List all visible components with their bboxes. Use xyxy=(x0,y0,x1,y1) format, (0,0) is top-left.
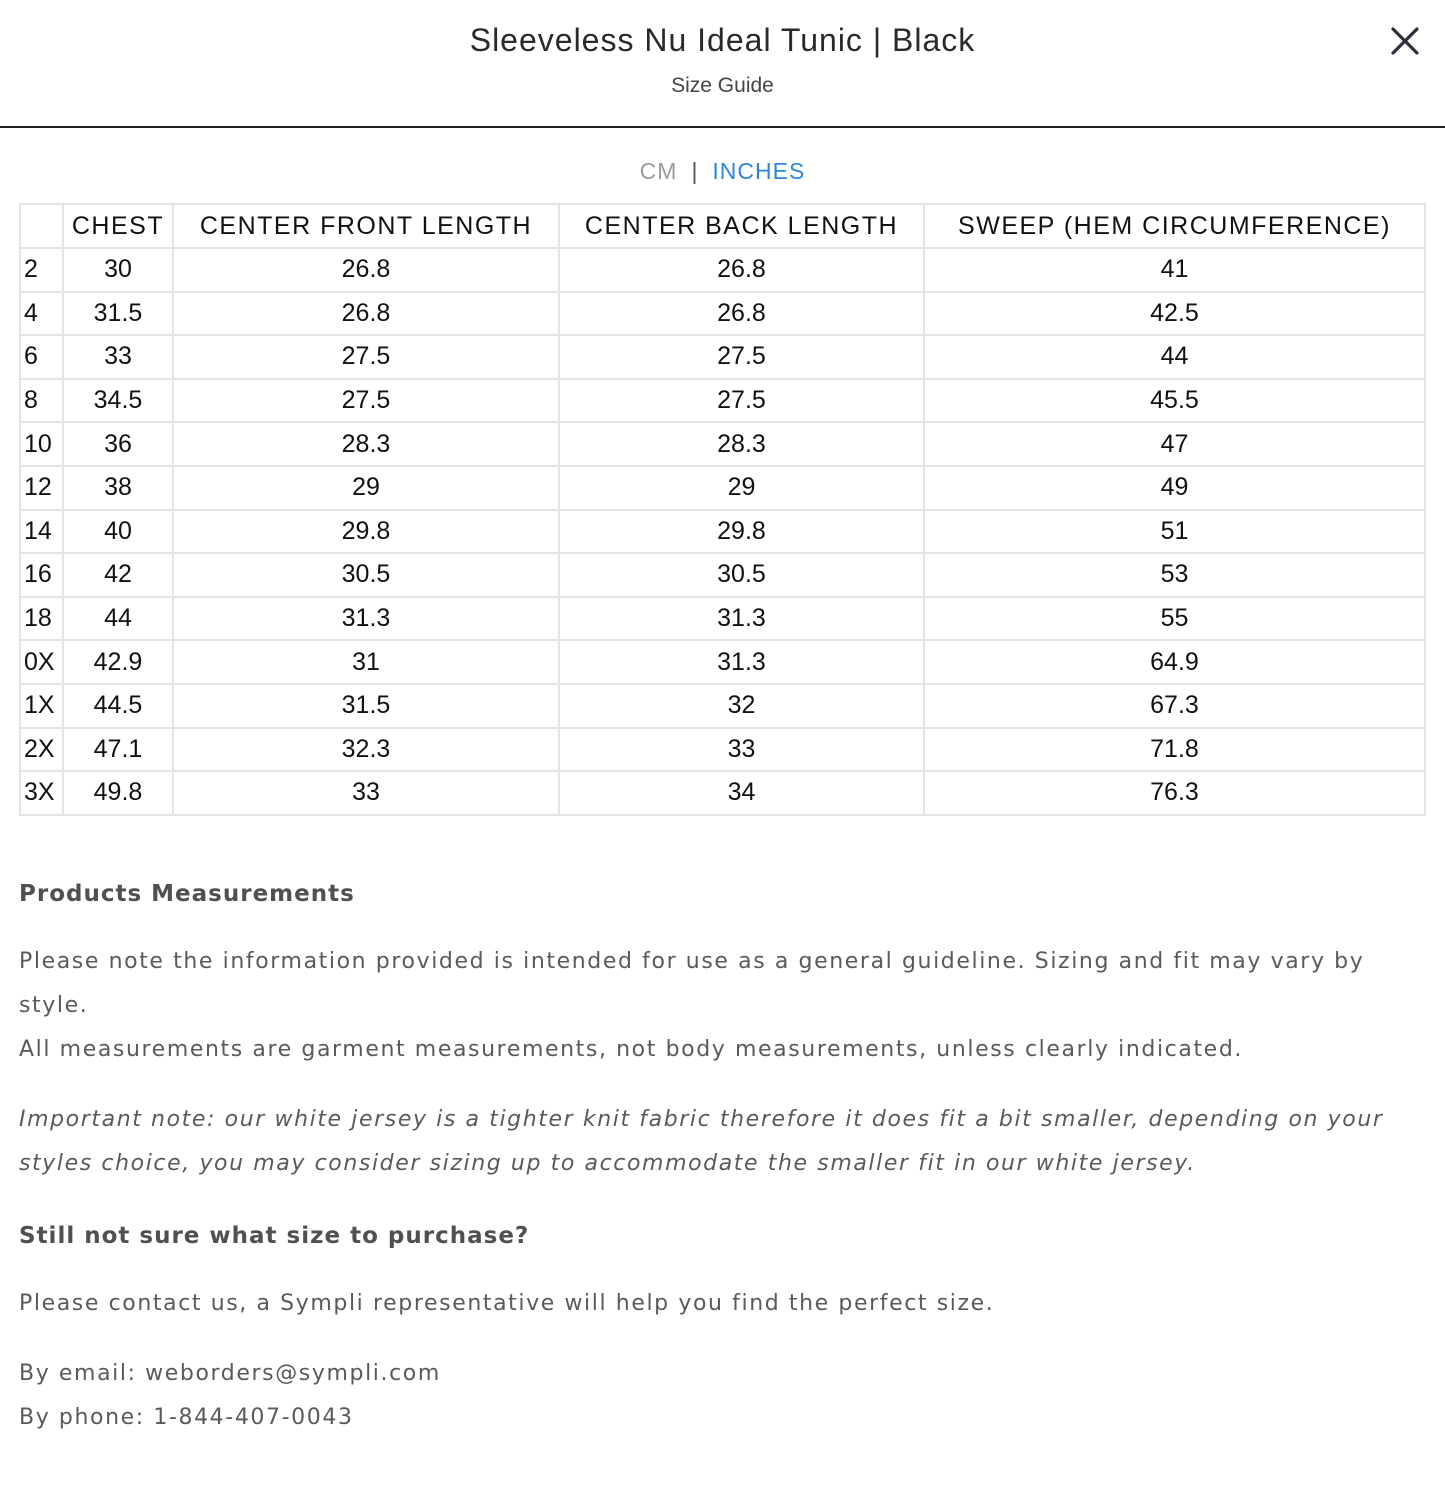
measurement-cell: 26.8 xyxy=(173,248,559,292)
measurement-cell: 42.5 xyxy=(924,292,1425,336)
size-info-section xyxy=(19,870,1419,1440)
size-label-cell: 12 xyxy=(20,466,63,510)
table-row xyxy=(20,466,1425,510)
measurement-cell: 26.8 xyxy=(559,248,924,292)
measurement-cell: 40 xyxy=(63,510,173,554)
measurement-cell: 27.5 xyxy=(173,335,559,379)
measurement-cell: 44 xyxy=(924,335,1425,379)
table-header-row xyxy=(20,204,1425,248)
measurement-cell: 29 xyxy=(559,466,924,510)
size-table xyxy=(19,203,1426,816)
table-row xyxy=(20,510,1425,554)
contact-text: Please contact us, a Sympli representative will help you find the perfect size. xyxy=(19,1291,995,1316)
table-row xyxy=(20,728,1425,772)
guideline-text: Please note the information provided is intended for use as a general guideline. Sizing and fit may vary by style. xyxy=(19,949,1365,1018)
measurement-cell: 26.8 xyxy=(173,292,559,336)
size-label-cell: 4 xyxy=(20,292,63,336)
measurement-cell: 27.5 xyxy=(559,335,924,379)
size-label-cell: 1X xyxy=(20,684,63,728)
size-label-cell: 6 xyxy=(20,335,63,379)
measurements-heading: Products Measurements xyxy=(19,881,355,907)
size-column-header xyxy=(20,204,63,248)
measurement-cell: 76.3 xyxy=(924,771,1425,815)
column-header: CHEST xyxy=(63,204,173,248)
table-row xyxy=(20,379,1425,423)
measurement-cell: 33 xyxy=(559,728,924,772)
measurement-cell: 33 xyxy=(173,771,559,815)
measurement-cell: 42.9 xyxy=(63,640,173,684)
table-row xyxy=(20,684,1425,728)
measurement-cell: 53 xyxy=(924,553,1425,597)
size-label-cell: 8 xyxy=(20,379,63,423)
measurement-cell: 67.3 xyxy=(924,684,1425,728)
measurement-cell: 34.5 xyxy=(63,379,173,423)
table-row xyxy=(20,597,1425,641)
measurement-cell: 45.5 xyxy=(924,379,1425,423)
measurement-cell: 38 xyxy=(63,466,173,510)
measurement-cell: 31.5 xyxy=(63,292,173,336)
measurement-cell: 33 xyxy=(63,335,173,379)
size-label-cell: 2X xyxy=(20,728,63,772)
size-label-cell: 16 xyxy=(20,553,63,597)
measurement-cell: 49 xyxy=(924,466,1425,510)
measurement-cell: 31.3 xyxy=(173,597,559,641)
size-label-cell: 10 xyxy=(20,422,63,466)
measurement-cell: 44 xyxy=(63,597,173,641)
column-header: SWEEP (HEM CIRCUMFERENCE) xyxy=(924,204,1425,248)
measurement-cell: 31.5 xyxy=(173,684,559,728)
measurement-cell: 29.8 xyxy=(559,510,924,554)
table-row xyxy=(20,335,1425,379)
table-row xyxy=(20,422,1425,466)
close-button[interactable] xyxy=(1384,20,1426,62)
measurement-cell: 41 xyxy=(924,248,1425,292)
measurement-cell: 42 xyxy=(63,553,173,597)
size-label-cell: 18 xyxy=(20,597,63,641)
column-header: CENTER BACK LENGTH xyxy=(559,204,924,248)
unit-cm-toggle[interactable]: CM xyxy=(639,158,678,184)
email-line: By email: weborders@sympli.com xyxy=(19,1361,441,1386)
measurement-cell: 34 xyxy=(559,771,924,815)
measurement-cell: 28.3 xyxy=(173,422,559,466)
measurement-cell: 31.3 xyxy=(559,640,924,684)
measurement-cell: 71.8 xyxy=(924,728,1425,772)
important-note: Important note: our white jersey is a tighter knit fabric therefore it does fit a bit smaller, depending on your styles choice, you may consider sizing up to accommodate the smaller fit in our white jersey. xyxy=(19,1107,1384,1176)
measurement-cell: 29.8 xyxy=(173,510,559,554)
modal-header xyxy=(0,0,1445,128)
measurement-cell: 64.9 xyxy=(924,640,1425,684)
measurement-cell: 47 xyxy=(924,422,1425,466)
garment-measurements-text: All measurements are garment measurements, not body measurements, unless clearly indicated. xyxy=(19,1037,1243,1062)
unit-toggle xyxy=(0,158,1445,185)
measurement-cell: 31 xyxy=(173,640,559,684)
measurement-cell: 51 xyxy=(924,510,1425,554)
measurement-cell: 26.8 xyxy=(559,292,924,336)
column-header: CENTER FRONT LENGTH xyxy=(173,204,559,248)
measurement-cell: 36 xyxy=(63,422,173,466)
measurement-cell: 31.3 xyxy=(559,597,924,641)
table-row xyxy=(20,292,1425,336)
unit-inches-toggle[interactable]: INCHES xyxy=(712,158,806,184)
measurement-cell: 32 xyxy=(559,684,924,728)
measurement-cell: 28.3 xyxy=(559,422,924,466)
unit-separator: | xyxy=(691,158,699,184)
size-label-cell: 2 xyxy=(20,248,63,292)
measurement-cell: 49.8 xyxy=(63,771,173,815)
measurement-cell: 30 xyxy=(63,248,173,292)
measurement-cell: 29 xyxy=(173,466,559,510)
close-icon xyxy=(1384,20,1426,62)
size-guide-subtitle: Size Guide xyxy=(671,74,774,97)
product-title: Sleeveless Nu Ideal Tunic | Black xyxy=(469,22,976,58)
measurement-cell: 44.5 xyxy=(63,684,173,728)
measurement-cell: 27.5 xyxy=(173,379,559,423)
table-body xyxy=(20,248,1425,815)
measurement-cell: 30.5 xyxy=(559,553,924,597)
measurement-cell: 27.5 xyxy=(559,379,924,423)
phone-line: By phone: 1-844-407-0043 xyxy=(19,1405,354,1430)
table-row xyxy=(20,553,1425,597)
size-label-cell: 0X xyxy=(20,640,63,684)
table-row xyxy=(20,248,1425,292)
measurement-cell: 47.1 xyxy=(63,728,173,772)
measurement-cell: 32.3 xyxy=(173,728,559,772)
help-heading: Still not sure what size to purchase? xyxy=(19,1223,530,1249)
size-label-cell: 14 xyxy=(20,510,63,554)
table-row xyxy=(20,640,1425,684)
measurement-cell: 30.5 xyxy=(173,553,559,597)
table-row xyxy=(20,771,1425,815)
size-label-cell: 3X xyxy=(20,771,63,815)
measurement-cell: 55 xyxy=(924,597,1425,641)
